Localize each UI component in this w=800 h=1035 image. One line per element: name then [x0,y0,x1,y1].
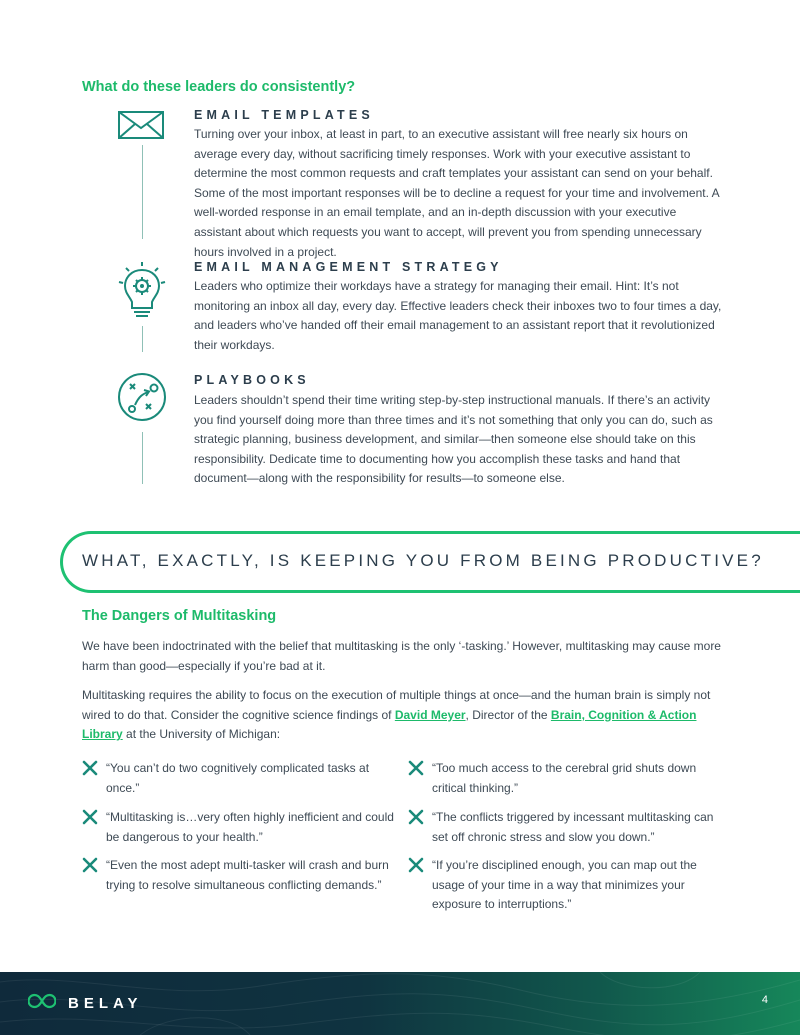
email-templates-title: EMAIL TEMPLATES [194,108,374,122]
quote-item [82,808,397,847]
quote-text: “If you’re disciplined enough, you can map out the usage of your time in a way that minimizes your exposure to interruptions.” [432,858,697,912]
brand-name: BELAY [68,995,143,1012]
quote-text: “Too much access to the cerebral grid shuts down critical thinking.” [432,761,697,795]
quote-item [82,856,392,895]
paragraph-text: , Director of the [465,707,551,722]
envelope-icon [117,110,165,145]
x-mark-icon [408,808,432,847]
email-templates-body: Turning over your inbox, at least in part, to an executive assistant will free nearly six hours on average every day, without sacrificing timely responses. Work with your executive assistant to determine the most common requests and craft templates your assistant can send on your behalf. Some of the most important responses will be to decline a request for your time and involvement. A well-worded response in an email template, and an in-depth discussion with your executive assistant about which requests you want to accept, will prevent you from spending unnecessary hours involved in a project. [194,127,719,259]
brain-cognition-library-link[interactable]: Brain, Cognition & Action Library [82,707,697,742]
paragraph-text: at the University of Michigan: [122,727,281,742]
quote-item [408,808,718,847]
quote-item [408,759,708,798]
lightbulb-gear-icon [118,262,166,325]
x-mark-icon [82,856,106,895]
timeline-connector [142,432,143,484]
timeline-connector [142,145,143,239]
playbooks-title: PLAYBOOKS [194,373,310,387]
section-title: The Dangers of Multitasking [82,608,277,624]
playbooks-body: Leaders shouldn’t spend their time writing step-by-step instructional manuals. If there’s an activity you find yourself doing more than three times and it’s not something that only you can do, such as strategic planning, business development, and similar—then someone else should take on this responsibility. Dedicate time to documenting how you accomplish these tasks and hand that document—along with the responsibility for results—to someone else. [194,393,713,486]
x-mark-icon [408,856,432,915]
quote-item [408,856,708,915]
page-number: 4 [761,994,768,1006]
quote-item [82,759,382,798]
email-management-title: EMAIL MANAGEMENT STRATEGY [194,260,503,274]
paragraph-text: Multitasking requires the ability to focus on the execution of multiple things at once—and the human brain is simply not wired to do that. Consider the cognitive science findings of [82,688,711,722]
intro-heading: What do these leaders do consistently? [82,79,356,95]
x-mark-icon [82,759,106,798]
quote-text: “You can’t do two cognitively complicated tasks at once.” [106,761,370,795]
quote-text: “Multitasking is…very often highly inefficient and could be dangerous to your health.” [106,810,394,844]
x-mark-icon [82,808,106,847]
intro-paragraph: We have been indoctrinated with the belief that multitasking is the only ‘-tasking.’ However, multitasking may cause more harm than good—especially if you’re bad at it. [82,639,721,673]
playbook-icon [117,372,167,427]
page-footer [0,972,800,1035]
quote-text: “Even the most adept multi-tasker will crash and burn trying to resolve simultaneous conflicting demands.” [106,858,389,892]
research-paragraph [82,686,722,745]
infinity-logo-icon [28,992,56,1015]
david-meyer-link[interactable]: David Meyer [394,707,466,722]
x-mark-icon [408,759,432,798]
belay-logo [28,992,142,1015]
timeline-connector [142,326,143,352]
quote-text: “The conflicts triggered by incessant multitasking can set off chronic stress and slow you down.” [432,810,714,844]
email-management-body: Leaders who optimize their workdays have a strategy for managing their email. Hint: It’s not monitoring an inbox all day, every day. Effective leaders check their inboxes two to four times a day, and leaders who’ve handed off their email management to an assistant report that it revolutionized their workdays. [194,279,722,352]
banner-heading: WHAT, EXACTLY, IS KEEPING YOU FROM BEING PRODUCTIVE? [82,551,764,570]
